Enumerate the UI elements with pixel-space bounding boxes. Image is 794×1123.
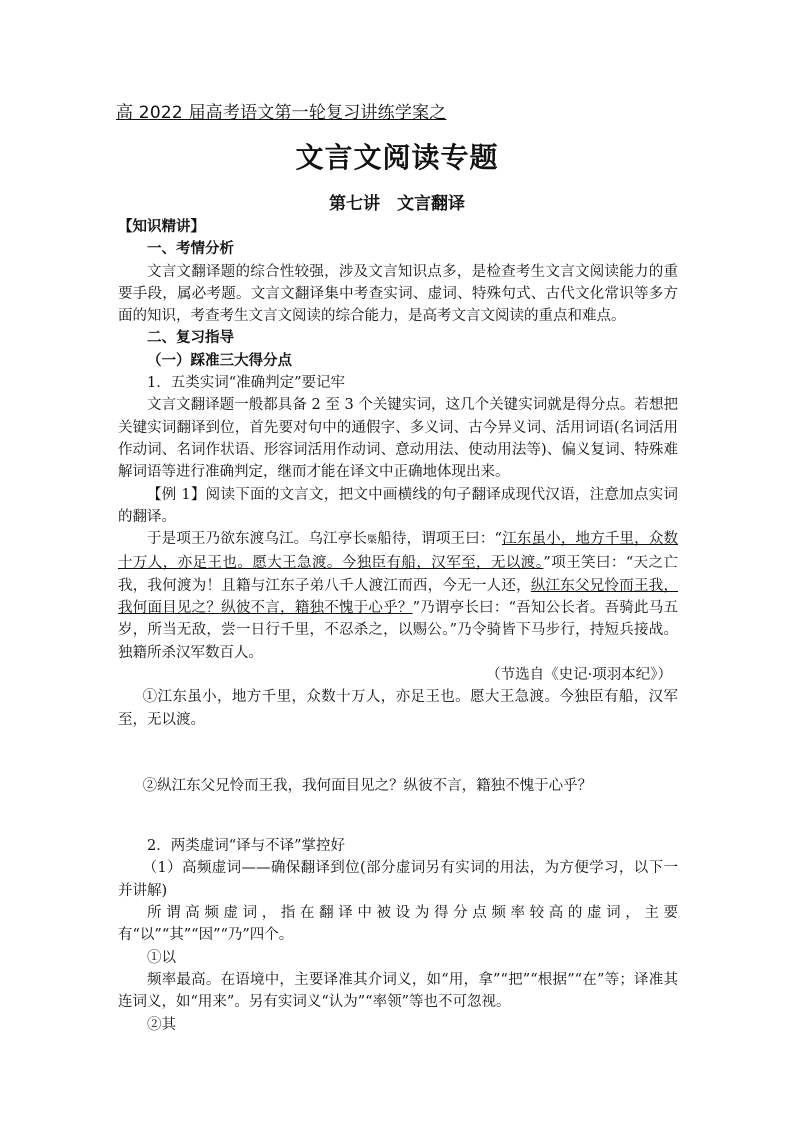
point1-heading: 1．五类实词“准确判定”要记牢 (147, 375, 346, 392)
analysis-heading: 一、考情分析 (147, 241, 234, 258)
lecture-subtitle: 第七讲 文言翻译 (329, 194, 465, 214)
document-body (118, 216, 678, 1036)
answer-space-2 (118, 797, 678, 835)
passage-text-3: ”乃谓亭长曰：“吾知公长者。吾骑此马五岁，所当无敌，尝一日行千里，不忍杀之，以赐公。”乃令骑皆下马步行，持短兵接战。独籍所杀汉军数百人。 (118, 600, 678, 661)
analysis-paragraph: 文言文翻译题的综合性较强，涉及文言知识点多，是检查考生文言文阅读能力的重要手段，属必考题。文言文翻译集中考查实词、虚词、特殊句式、古代文化常识等多方面的知识，考查考生文言文阅读的综合能力，是高考文言文阅读的重点和难点。 (118, 263, 678, 325)
passage-text-1: 于是项王乃欲东渡乌江。乌江亭长 (147, 531, 368, 548)
qi-heading: ②其 (147, 1016, 176, 1033)
yi-paragraph: 频率最高。在语境中，主要译准其介词义，如“用，拿”“把”“根据”“在”等；译准其连词义，如“用来”。另有实词义“认为”“率领”等也不可忽视。 (118, 971, 678, 1011)
point2-heading: 2．两类虚词“译与不译”掌控好 (147, 838, 346, 855)
passage-text-2: ”项王笑曰：“天之亡我，我何渡为！且籍与江东子弟八千人渡江而西，今无一人还， (118, 555, 679, 594)
question-2: ②纵江东父兄怜而王我，我何面目见之？纵彼不言，籍独不愧于心乎？ (142, 777, 593, 794)
passage-small-char: 㮣 (367, 535, 378, 547)
point2-paragraph: 所谓高频虚词，指在翻译中被设为得分点频率较高的虚词，主要有“以”“其”“因”“乃”四个。 (118, 905, 678, 944)
series-header: 高 2022 届高考语文第一轮复习讲练学案之 (116, 103, 447, 123)
point1-paragraph: 文言文翻译题一般都具备 2 至 3 个关键实词，这几个关键实词就是得分点。若想把关键实词翻译到位，首先要对句中的通假字、多义词、古今异义词、活用词语(名词活用作动词、名词作状语、形容词活用作动词、意动用法、使动用法等)、偏义复词、特殊难解词语等进行准确判定，继而才能在译文中正确地体现出来。 (118, 397, 678, 481)
section-knowledge-heading: 【知识精讲】 (118, 219, 205, 235)
point-heading: （一）踩准三大得分点 (147, 352, 292, 369)
guide-heading: 二、复习指导 (147, 330, 234, 347)
underlined-sentence-1: 江东虽小，地方千里，众数十万人，亦足王也。愿大王急渡。今独臣有船，汉军至，无以渡。 (118, 531, 678, 572)
yi-heading: ①以 (147, 949, 176, 966)
passage-text-1b: 船待，谓项王曰：“ (377, 531, 502, 548)
example-intro: 【例 1】阅读下面的文言文，把文中画横线的句子翻译成现代汉语，注意加点实词的翻译。 (118, 486, 678, 525)
underlined-sentence-2: 纵江东父兄怜而王我，我何面目见之？纵彼不言，籍独不愧于心乎？ (118, 577, 679, 617)
point2-subheading: （1）高频虚词——确保翻译到位(部分虚词另有实词的用法，为方便学习，以下一并讲解) (118, 860, 678, 899)
passage-source: （节选自《史记·项羽本纪》） (486, 666, 672, 683)
question-1: ①江东虽小，地方千里，众数十万人，亦足王也。愿大王急渡。今独臣有船，汉军至，无以渡。 (118, 689, 678, 728)
answer-space-1 (118, 731, 678, 775)
page-title: 文言文阅读专题 (295, 141, 499, 174)
classical-passage (118, 528, 678, 664)
